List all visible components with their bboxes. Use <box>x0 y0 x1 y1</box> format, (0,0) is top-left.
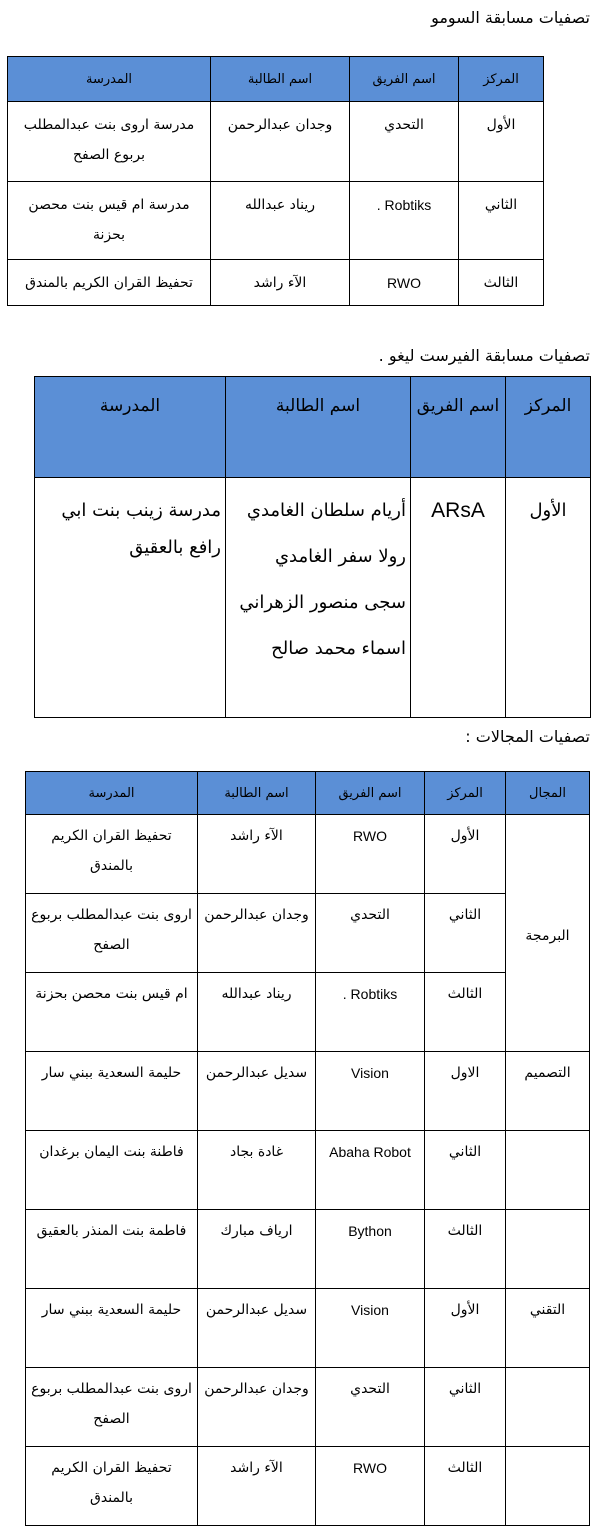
rank-cell: الثاني <box>425 894 506 973</box>
team-cell: Robtiks . <box>350 182 459 260</box>
team-cell: Vision <box>316 1052 425 1131</box>
team-cell: التحدي <box>316 894 425 973</box>
areas-title: تصفيات المجالات : <box>465 727 590 746</box>
table-header-row <box>8 57 544 102</box>
table-header-row <box>26 772 590 815</box>
table-row <box>26 815 590 894</box>
table-row <box>26 973 590 1052</box>
school-cell: اروى بنت عبدالمطلب بربوع الصفح <box>26 1368 198 1447</box>
rank-cell: الاول <box>425 1052 506 1131</box>
header-team: اسم الفريق <box>411 377 506 478</box>
school-cell: حليمة السعدية ببني سار <box>26 1052 198 1131</box>
team-cell: RWO <box>316 1447 425 1526</box>
student-name: سجى منصور الزهراني <box>239 592 406 613</box>
area-cell-empty <box>506 1368 590 1447</box>
table-row <box>8 182 544 260</box>
area-cell-empty <box>506 1447 590 1526</box>
header-team: اسم الفريق <box>350 57 459 102</box>
header-student: اسم الطالبة <box>226 377 411 478</box>
sumo-table <box>7 56 544 306</box>
rank-cell: الثالث <box>425 1210 506 1289</box>
rank-cell: الأول <box>459 102 544 182</box>
table-row <box>35 478 591 718</box>
area-cell: التقني <box>506 1289 590 1368</box>
team-cell: ARsA <box>411 478 506 718</box>
firstlego-title: تصفيات مسابقة الفيرست ليغو . <box>378 346 590 365</box>
team-cell: Robtiks . <box>316 973 425 1052</box>
header-school: المدرسة <box>26 772 198 815</box>
students-cell <box>226 478 411 718</box>
header-student: اسم الطالبة <box>198 772 316 815</box>
table-row <box>26 1131 590 1210</box>
rank-cell: الثاني <box>425 1131 506 1210</box>
student-cell: الآء راشد <box>198 815 316 894</box>
student-cell: ارياف مبارك <box>198 1210 316 1289</box>
student-cell: سديل عبدالرحمن <box>198 1052 316 1131</box>
area-cell-empty <box>506 1131 590 1210</box>
student-name: أريام سلطان الغامدي <box>246 500 406 521</box>
table-row <box>26 1052 590 1131</box>
rank-cell: الأول <box>506 478 591 718</box>
rank-cell: الثاني <box>459 182 544 260</box>
rank-cell: الثالث <box>459 260 544 306</box>
school-cell: ام قيس بنت محصن بحزنة <box>26 973 198 1052</box>
student-cell: وجدان عبدالرحمن <box>211 102 350 182</box>
firstlego-table <box>34 376 591 718</box>
table-row <box>8 102 544 182</box>
table-row <box>26 1210 590 1289</box>
school-cell: تحفيظ القران الكريم بالمندق <box>8 260 211 306</box>
areas-table <box>25 771 590 1526</box>
school-cell: حليمة السعدية ببني سار <box>26 1289 198 1368</box>
student-cell: غادة بجاد <box>198 1131 316 1210</box>
area-cell: البرمجة <box>506 815 590 1052</box>
school-cell: تحفيظ القران الكريم بالمندق <box>26 1447 198 1526</box>
rank-cell: الأول <box>425 1289 506 1368</box>
student-name: رولا سفر الغامدي <box>274 546 406 567</box>
table-row <box>26 1447 590 1526</box>
school-cell: مدرسة ام قيس بنت محصن بحزنة <box>8 182 211 260</box>
team-cell: RWO <box>316 815 425 894</box>
team-cell: Abaha Robot <box>316 1131 425 1210</box>
school-cell: فاطنة بنت اليمان برغدان <box>26 1131 198 1210</box>
school-cell: اروى بنت عبدالمطلب بربوع الصفح <box>26 894 198 973</box>
table-row <box>26 894 590 973</box>
school-cell: مدرسة اروى بنت عبدالمطلب بربوع الصفح <box>8 102 211 182</box>
student-cell: الآء راشد <box>198 1447 316 1526</box>
header-rank: المركز <box>425 772 506 815</box>
rank-cell: الثالث <box>425 973 506 1052</box>
team-cell: Bython <box>316 1210 425 1289</box>
school-cell: فاطمة بنت المنذر بالعقيق <box>26 1210 198 1289</box>
school-cell: مدرسة زينب بنت ابي رافع بالعقيق <box>35 478 226 718</box>
header-area: المجال <box>506 772 590 815</box>
header-school: المدرسة <box>8 57 211 102</box>
student-cell: ريناد عبدالله <box>211 182 350 260</box>
team-cell: التحدي <box>316 1368 425 1447</box>
table-header-row <box>35 377 591 478</box>
team-cell: التحدي <box>350 102 459 182</box>
student-cell: وجدان عبدالرحمن <box>198 894 316 973</box>
header-school: المدرسة <box>35 377 226 478</box>
area-cell: التصميم <box>506 1052 590 1131</box>
student-cell: وجدان عبدالرحمن <box>198 1368 316 1447</box>
team-cell: RWO <box>350 260 459 306</box>
rank-cell: الثالث <box>425 1447 506 1526</box>
table-row <box>26 1289 590 1368</box>
header-team: اسم الفريق <box>316 772 425 815</box>
header-student: اسم الطالبة <box>211 57 350 102</box>
student-cell: ريناد عبدالله <box>198 973 316 1052</box>
header-rank: المركز <box>459 57 544 102</box>
rank-cell: الثاني <box>425 1368 506 1447</box>
student-name: اسماء محمد صالح <box>271 638 406 659</box>
student-cell: سديل عبدالرحمن <box>198 1289 316 1368</box>
student-cell: الآء راشد <box>211 260 350 306</box>
team-cell: Vision <box>316 1289 425 1368</box>
table-row <box>26 1368 590 1447</box>
header-rank: المركز <box>506 377 591 478</box>
table-row <box>8 260 544 306</box>
school-cell: تحفيظ القران الكريم بالمندق <box>26 815 198 894</box>
sumo-title: تصفيات مسابقة السومو <box>431 8 590 27</box>
area-cell-empty <box>506 1210 590 1289</box>
rank-cell: الأول <box>425 815 506 894</box>
